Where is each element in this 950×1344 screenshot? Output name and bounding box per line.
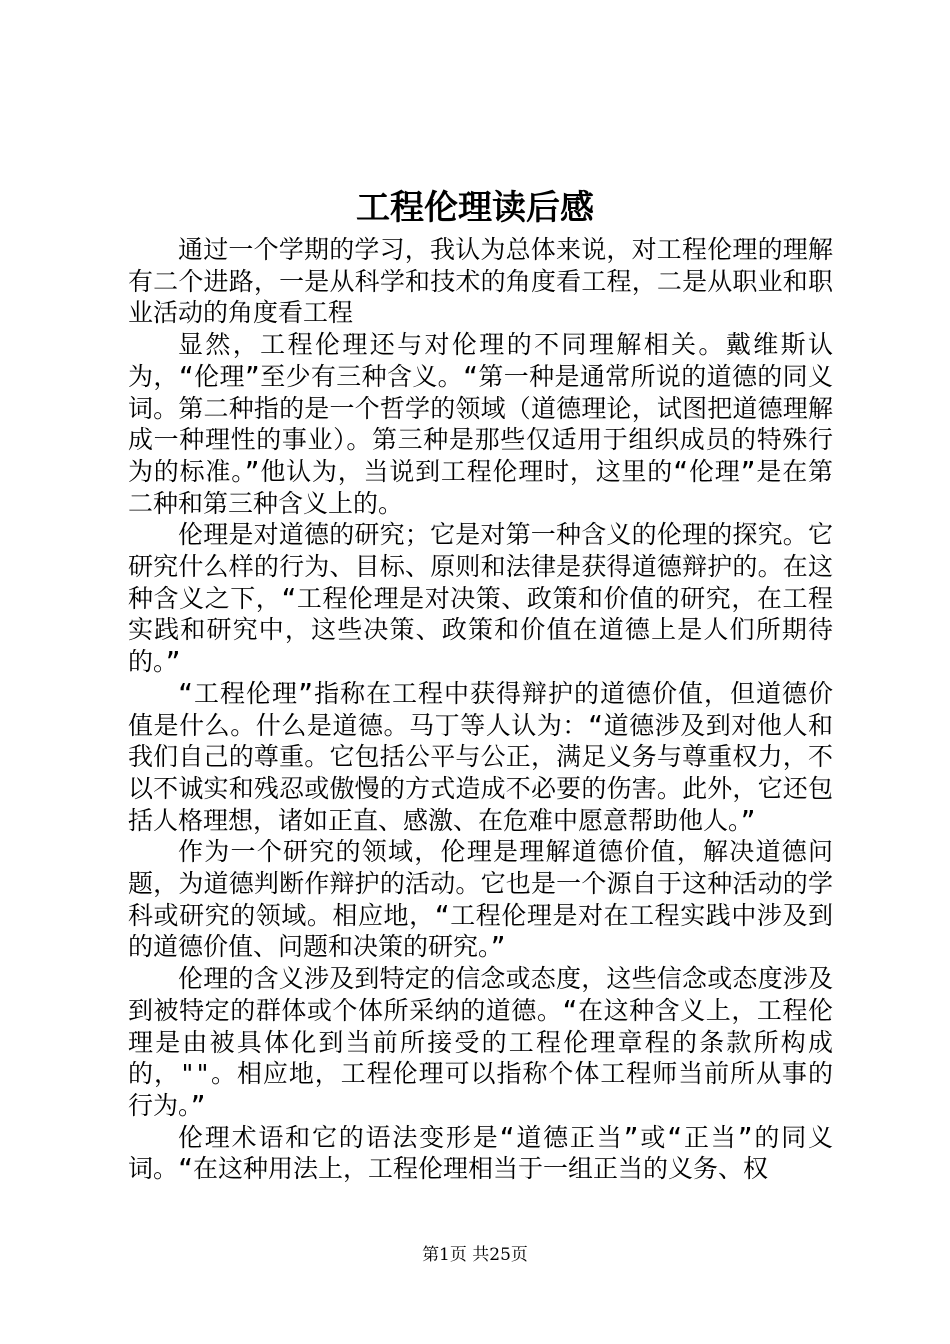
paragraph: 伦理是对道德的研究；它是对第一种含义的伦理的探究。它研究什么样的行为、目标、原则和法律是获得道德辩护的。在这种含义之下，“工程伦理是对决策、政策和价值的研究，在工程实践和研究中，这些决策、政策和价值在道德上是人们所期待的。” xyxy=(128,520,833,677)
page-footer: 第1页 共25页 xyxy=(422,1245,528,1265)
paragraph: 伦理术语和它的语法变形是“道德正当”或“正当”的同义词。“在这种用法上，工程伦理相当于一组正当的义务、权 xyxy=(128,1122,833,1184)
paragraph: 伦理的含义涉及到特定的信念或态度，这些信念或态度涉及到被特定的群体或个体所采纳的道德。“在这种含义上，工程伦理是由被具体化到当前所接受的工程伦理章程的条款所构成的，""。相应地，工程伦理可以指称个体工程师当前所从事的行为。” xyxy=(128,964,833,1120)
document-body xyxy=(128,234,833,1185)
paragraph: 显然，工程伦理还与对伦理的不同理解相关。戴维斯认为，“伦理”至少有三种含义。“第一种是通常所说的道德的同义词。第二种指的是一个哲学的领域（道德理论，试图把道德理解成一种理性的事业）。第三种是那些仅适用于组织成员的特殊行为的标准。”他认为，当说到工程伦理时，这里的“伦理”是在第二种和第三种含义上的。 xyxy=(128,330,833,518)
document-title: 工程伦理读后感 xyxy=(356,188,594,228)
paragraph: “工程伦理”指称在工程中获得辩护的道德价值，但道德价值是什么。什么是道德。马丁等人认为：“道德涉及到对他人和我们自己的尊重。它包括公平与公正，满足义务与尊重权力，不以不诚实和残忍或傲慢的方式造成不必要的伤害。此外，它还包括人格理想，诸如正直、感激、在危难中愿意帮助他人。” xyxy=(128,678,833,835)
paragraph: 作为一个研究的领域，伦理是理解道德价值，解决道德问题，为道德判断作辩护的活动。它也是一个源自于这种活动的学科或研究的领域。相应地，“工程伦理是对在工程实践中涉及到的道德价值、问题和决策的研究。” xyxy=(128,837,833,962)
paragraph: 通过一个学期的学习，我认为总体来说，对工程伦理的理解有二个进路，一是从科学和技术的角度看工程，二是从职业和职业活动的角度看工程 xyxy=(128,235,833,328)
